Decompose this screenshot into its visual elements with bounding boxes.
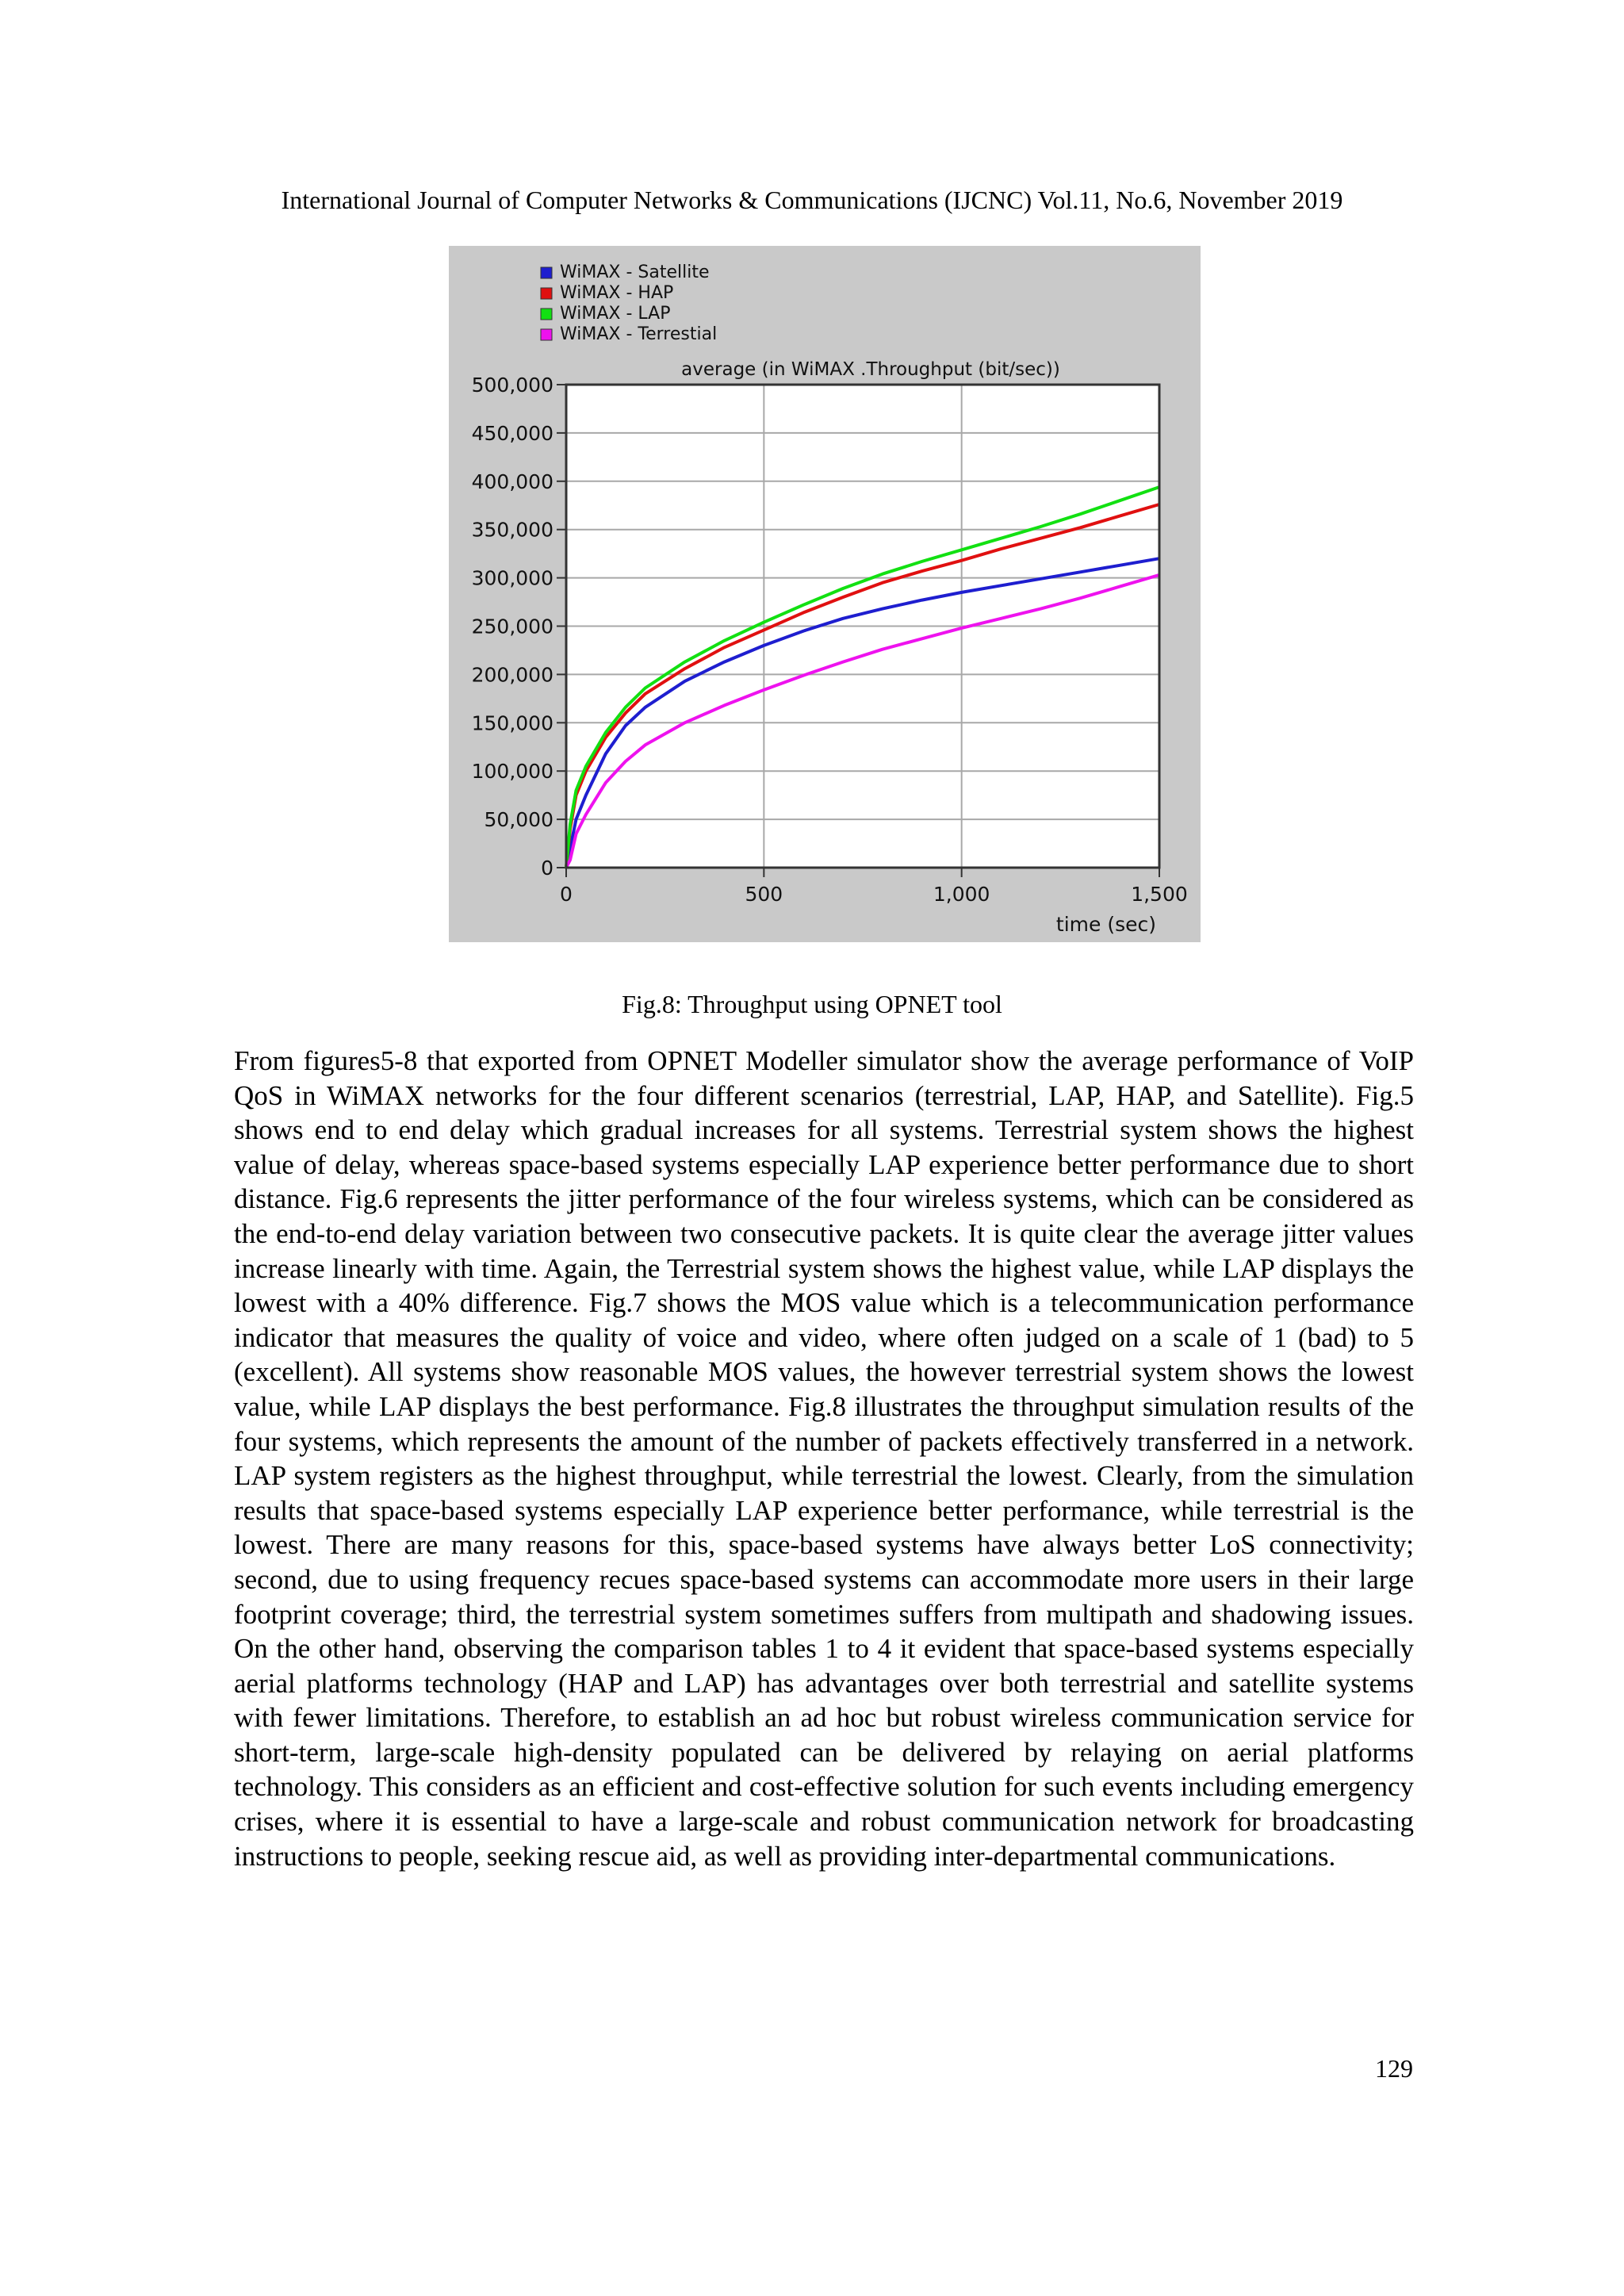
x-tick-label: 0 (560, 883, 573, 906)
journal-header: International Journal of Computer Networks & Communications (IJCNC) Vol.11, No.6, November 2019 (281, 186, 1343, 214)
legend-swatch (541, 329, 552, 340)
y-tick-label: 500,000 (471, 374, 553, 397)
y-tick-label: 450,000 (471, 421, 553, 445)
y-tick-label: 400,000 (471, 470, 553, 493)
y-tick-label: 50,000 (484, 808, 553, 832)
legend-label: WiMAX - HAP (560, 283, 674, 303)
legend-swatch (541, 288, 552, 299)
legend-label: WiMAX - Satellite (560, 263, 710, 282)
legend-label: WiMAX - Terrestial (560, 324, 718, 344)
y-tick-label: 0 (541, 857, 553, 880)
x-axis-label: time (sec) (1055, 913, 1156, 936)
legend-label: WiMAX - LAP (560, 304, 671, 324)
body-paragraph: From figures5-8 that exported from OPNET Modeller simulator show the average performance of VoIP QoS in WiMAX networks for the four different scenarios (terrestrial, LAP, HAP, and Satellite). Fig.5 shows end to end delay which gradual increases for all systems. Terrestrial system shows the highest value of delay, whereas space-based systems especially LAP experience better performance due to short distance. Fig.6 represents the jitter performance of the four wireless systems, which can be considered as the end-to-end delay variation between two consecutive packets. It is quite clear the average jitter values increase linearly with time. Again, the Terrestrial system shows the highest value, while LAP displays the lowest with a 40% difference. Fig.7 shows the MOS value which is a telecommunication performance indicator that measures the quality of voice and video, where often judged on a scale of 1 (bad) to 5 (excellent). All systems show reasonable MOS values, the however terrestrial system shows the lowest value, while LAP displays the best performance. Fig.8 illustrates the throughput simulation results of the four systems, which represents the amount of the number of packets effectively transferred in a network. LAP system registers as the highest throughput, while terrestrial the lowest. Clearly, from the simulation results that space-based systems especially LAP experience better performance, while terrestrial is the lowest. There are many reasons for this, space-based systems have always better LoS connectivity; second, due to using frequency recues space-based systems can accommodate more users in their large footprint coverage; third, the terrestrial system sometimes suffers from multipath and shadowing issues. On the other hand, observing the comparison tables 1 to 4 it evident that space-based systems especially aerial platforms technology (HAP and LAP) has advantages over both terrestrial and satellite systems with fewer limitations. Therefore, to establish an ad hoc but robust wireless communication service for short-term, large-scale high-density populated can be delivered by relaying on aerial platforms technology. This considers as an efficient and cost-effective solution for such events including emergency crises, where it is essential to have a large-scale and robust communication network for broadcasting instructions to people, seeking rescue aid, as well as providing inter-departmental communications. (234, 1045, 1414, 1872)
figure-caption: Fig.8: Throughput using OPNET tool (622, 990, 1002, 1018)
y-tick-label: 200,000 (471, 663, 553, 687)
y-tick-label: 350,000 (471, 518, 553, 542)
y-tick-label: 100,000 (471, 760, 553, 784)
legend-swatch (541, 309, 552, 320)
y-tick-label: 250,000 (471, 615, 553, 638)
x-tick-label: 1,500 (1131, 883, 1188, 906)
x-tick-label: 1,000 (933, 883, 990, 906)
chart-title: average (in WiMAX .Throughput (bit/sec)) (681, 359, 1060, 380)
x-tick-label: 500 (745, 883, 783, 906)
y-tick-label: 300,000 (471, 566, 553, 590)
y-tick-label: 150,000 (471, 711, 553, 735)
throughput-figure (449, 246, 1201, 942)
page-number: 129 (1375, 2054, 1413, 2083)
legend-swatch (541, 267, 552, 278)
throughput-chart (449, 246, 1201, 942)
